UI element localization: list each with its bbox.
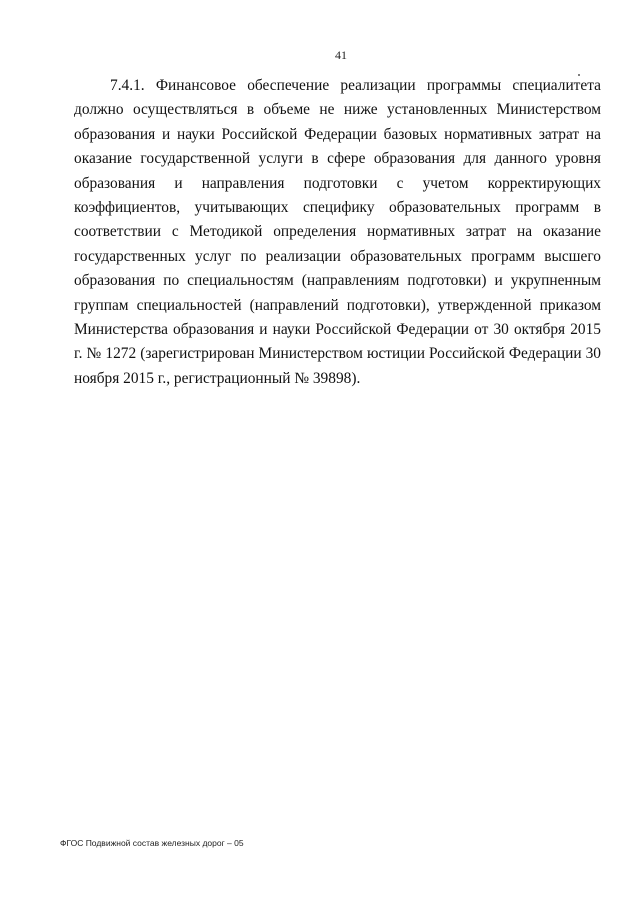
paragraph-7-4-1: 7.4.1. Финансовое обеспечение реализации программы специалитета должно осуществляться в объеме не ниже установленных Министерством образования и науки Российской Федерации базовых нормативных затрат на оказание государственной услуги в сфере образования для данного уровня образования и направления подготовки с учетом корректирующих коэффициентов, учитывающих специфику образовательных программ в соответствии с Методикой определения нормативных затрат на оказание государственных услуг по реализации образовательных программ высшего образования по специальностям (направлениям подготовки) и укрупненным группам специальностей (направлений подготовки), утвержденной приказом Министерства образования и науки Российской Федерации от 30 октября 2015 г. № 1272 (зарегистрирован Министерством юстиции Российской Федерации 30 ноября 2015 г., регистрационный № 39898). <box>74 77 601 387</box>
page-footer: ФГОС Подвижной состав железных дорог – 05 <box>60 838 244 848</box>
page-number: 41 <box>335 48 347 62</box>
